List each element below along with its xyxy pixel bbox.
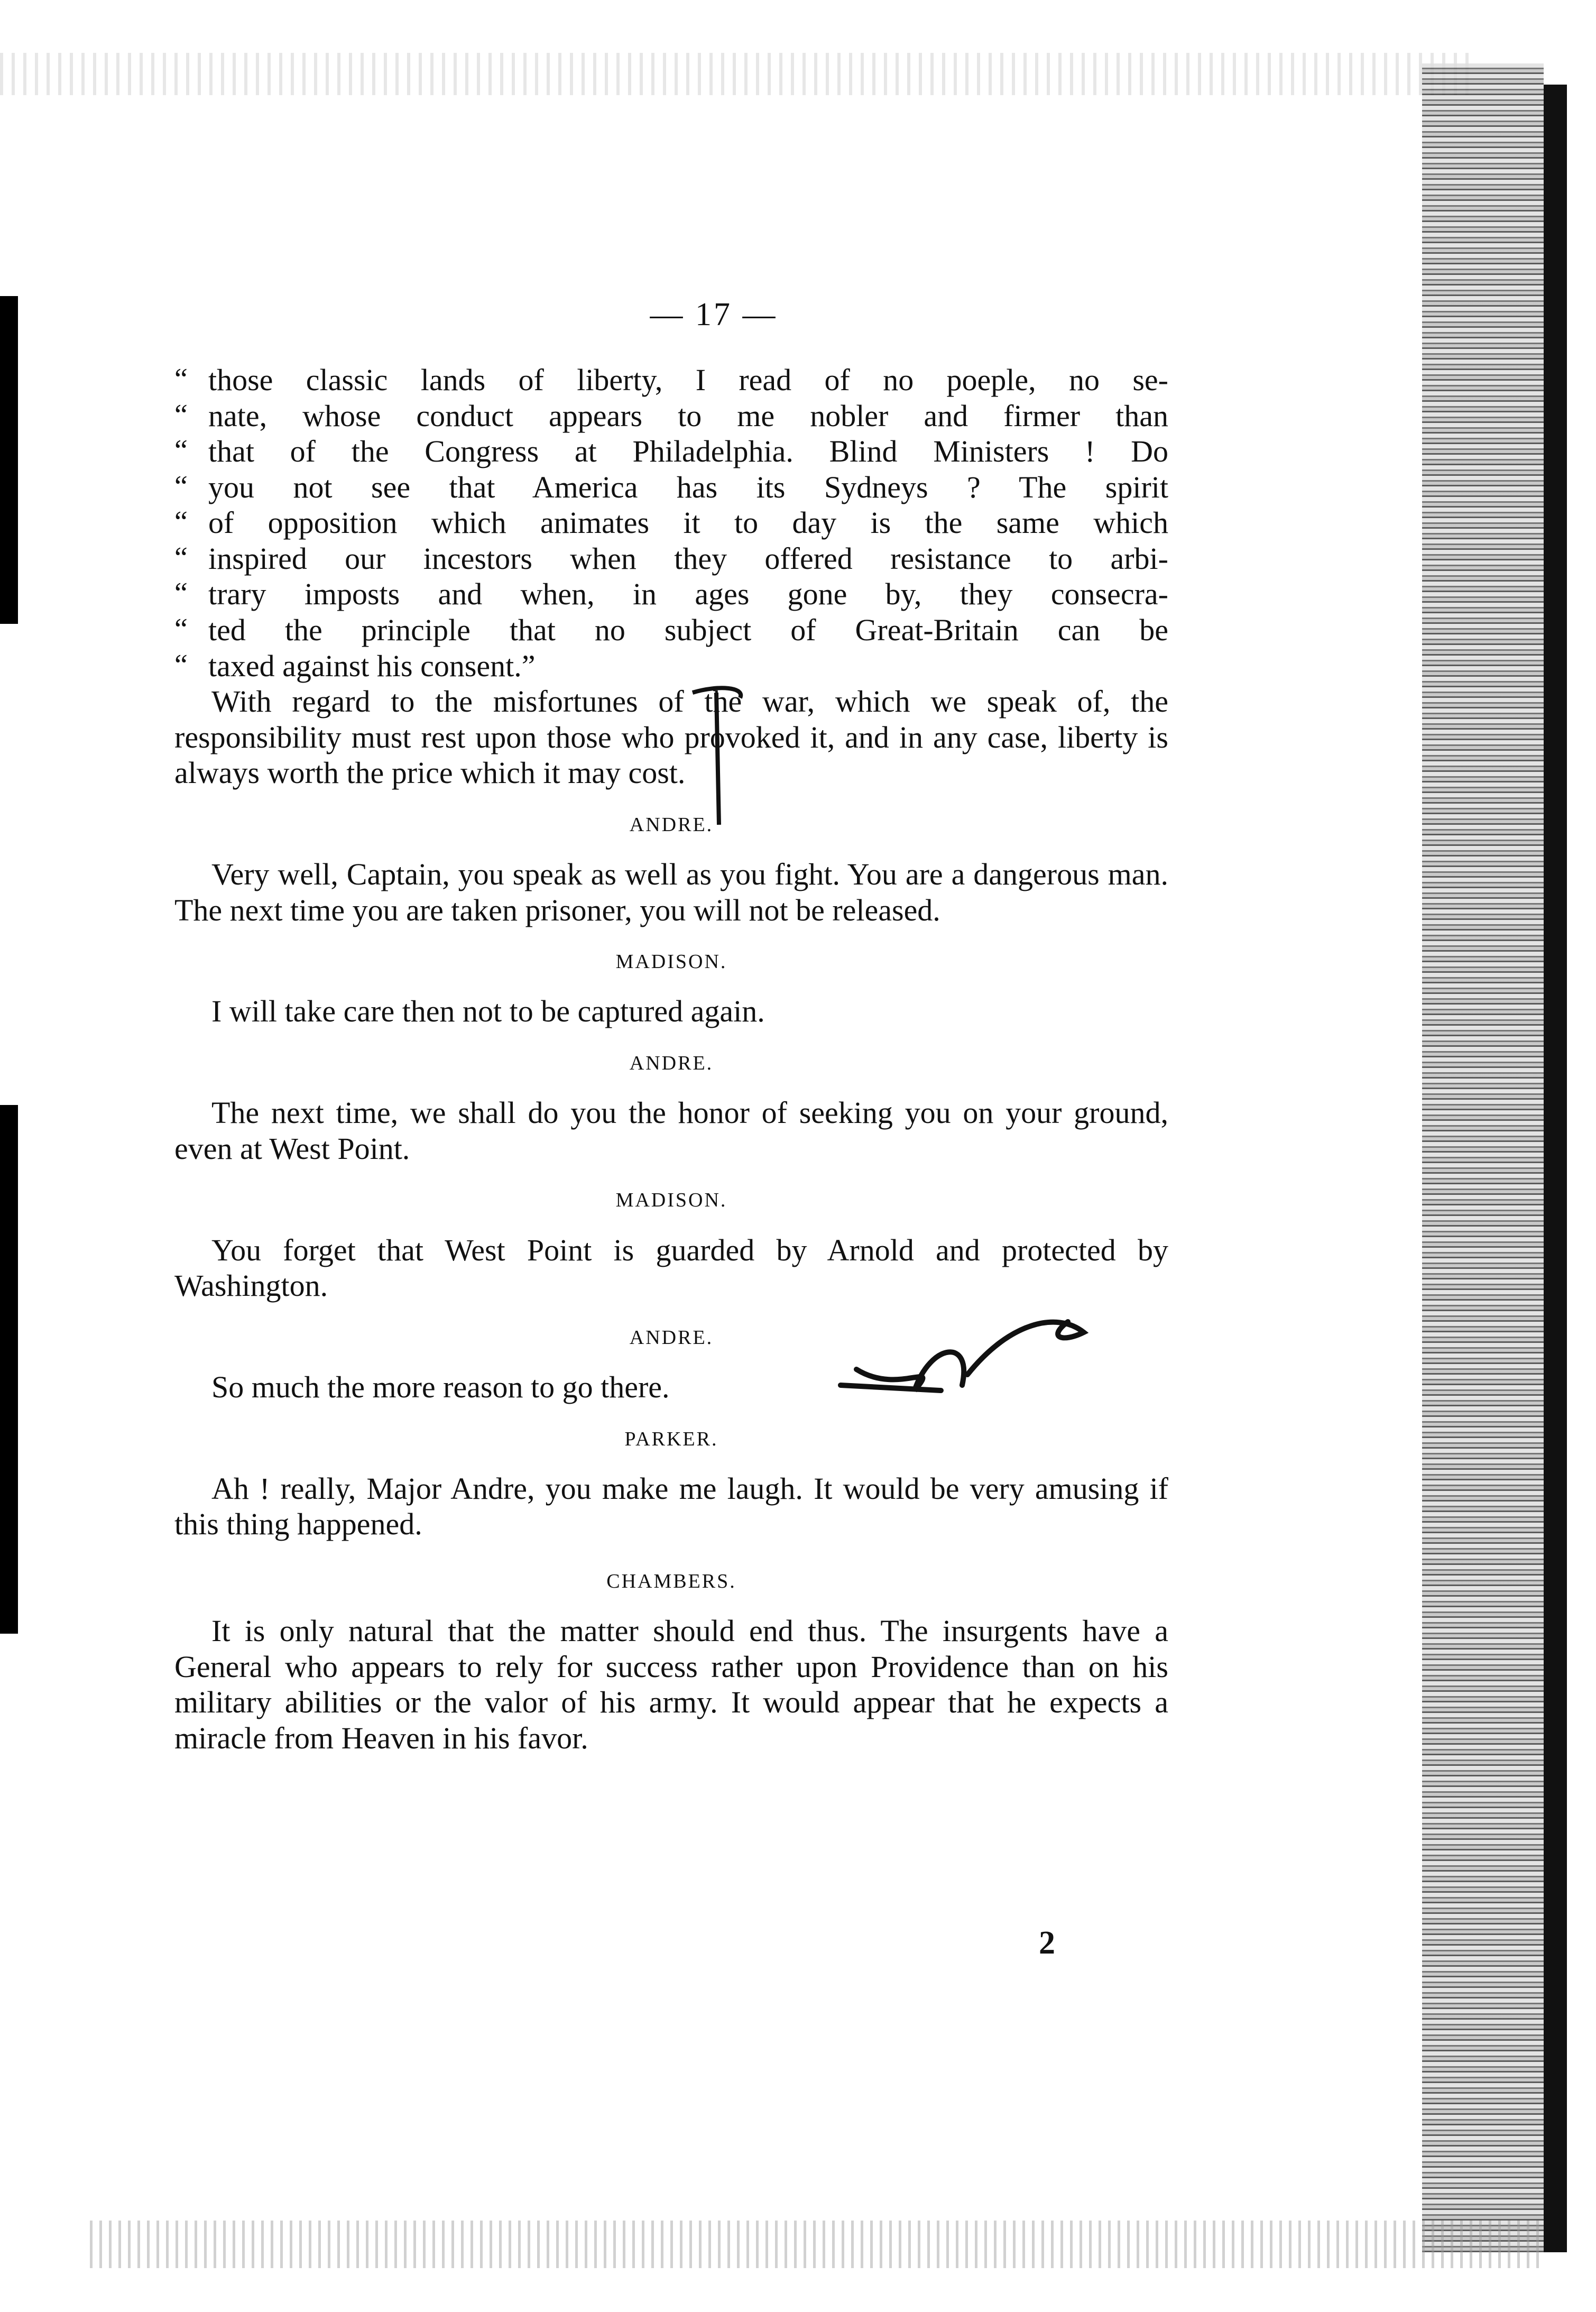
quote-line (174, 469, 1168, 505)
quote-line (174, 541, 1168, 577)
quote-line-text: you not see that America has its Sydneys ? The spirit (208, 469, 1168, 504)
quote-mark: “ (174, 648, 188, 681)
quote-line (174, 398, 1168, 434)
speaker-name: MADISON. (615, 1189, 727, 1212)
handwritten-arnold-scribble (835, 1311, 1110, 1417)
page-edge-shadow-right (1422, 63, 1544, 2252)
quote-line (174, 576, 1168, 612)
quote-mark: “ (174, 505, 188, 539)
quote-line-text: those classic lands of liberty, I read of no poeple, no se- (208, 363, 1168, 397)
handwritten-bracket-mark (687, 682, 751, 830)
speaker-name: PARKER. (624, 1427, 718, 1450)
dialogue-paragraph: With regard to the misfortunes of the war, which we speak of, the responsibility must rest upon those who provoked it, and in any case, liberty is always worth the price which it may cost. (174, 684, 1168, 790)
signature-mark: 2 (1039, 1925, 1055, 1961)
page-body (174, 362, 1168, 1756)
quote-line-text: nate, whose conduct appears to me nobler and firmer than (208, 398, 1168, 433)
binding-shadow-left-upper (0, 296, 18, 624)
quote-mark: “ (174, 363, 188, 395)
speaker-name: ANDRE. (629, 813, 714, 836)
quote-line (174, 434, 1168, 469)
speaker-name: CHAMBERS. (606, 1570, 736, 1592)
scan-noise-top (0, 53, 1470, 95)
page-number: — 17 — (650, 297, 778, 333)
quote-line (174, 612, 1168, 648)
page-edge-border-right (1544, 85, 1567, 2252)
quote-mark: “ (174, 469, 188, 503)
quote-mark: “ (174, 577, 188, 610)
quote-line-text: ted the principle that no subject of Great-Britain can be (208, 612, 1168, 647)
dialogue-paragraph: Ah ! really, Major Andre, you make me laugh. It would be very amusing if this thing happened. (174, 1471, 1168, 1542)
quote-mark: “ (174, 612, 188, 646)
speaker-name: ANDRE. (629, 1326, 714, 1349)
dialogue-paragraph: Very well, Captain, you speak as well as you fight. You are a dangerous man. The next time you are taken prisoner, you will not be released. (174, 857, 1168, 927)
quote-line-text: that of the Congress at Philadelphia. Blind Ministers ! Do (208, 434, 1168, 469)
speaker-name: MADISON. (615, 951, 727, 973)
quote-line (174, 648, 1168, 684)
quote-line (174, 362, 1168, 398)
dialogue-paragraph: I will take care then not to be captured again. (211, 994, 765, 1029)
dialogue-paragraph: It is only natural that the matter should end thus. The insurgents have a General who appears to rely for success rather upon Providence than on his military abilities or the valor of his army. It would appear that he expects a miracle from Heaven in his favor. (174, 1614, 1168, 1755)
dialogue-paragraph: You forget that West Point is guarded by Arnold and protected by Washington. (174, 1232, 1168, 1303)
quote-line-text: inspired our incestors when they offered resistance to arbi- (208, 541, 1168, 576)
quoted-speech (174, 362, 1168, 684)
quote-line (174, 505, 1168, 541)
quote-line-text: trary imposts and when, in ages gone by, they consecra- (208, 577, 1168, 612)
dialogue-paragraph: So much the more reason to go there. (211, 1370, 670, 1405)
quote-mark: “ (174, 541, 188, 574)
quote-line-text: taxed against his consent.” (208, 648, 536, 683)
quote-line-text: of opposition which animates it to day is the same which (208, 505, 1168, 540)
speaker-name: ANDRE. (629, 1052, 714, 1074)
quote-mark: “ (174, 398, 188, 431)
binding-shadow-left-lower (0, 1105, 18, 1634)
scan-noise-bottom (90, 2221, 1544, 2268)
quote-mark: “ (174, 434, 188, 467)
dialogue-paragraph: The next time, we shall do you the honor of seeking you on your ground, even at West Point. (174, 1095, 1168, 1166)
